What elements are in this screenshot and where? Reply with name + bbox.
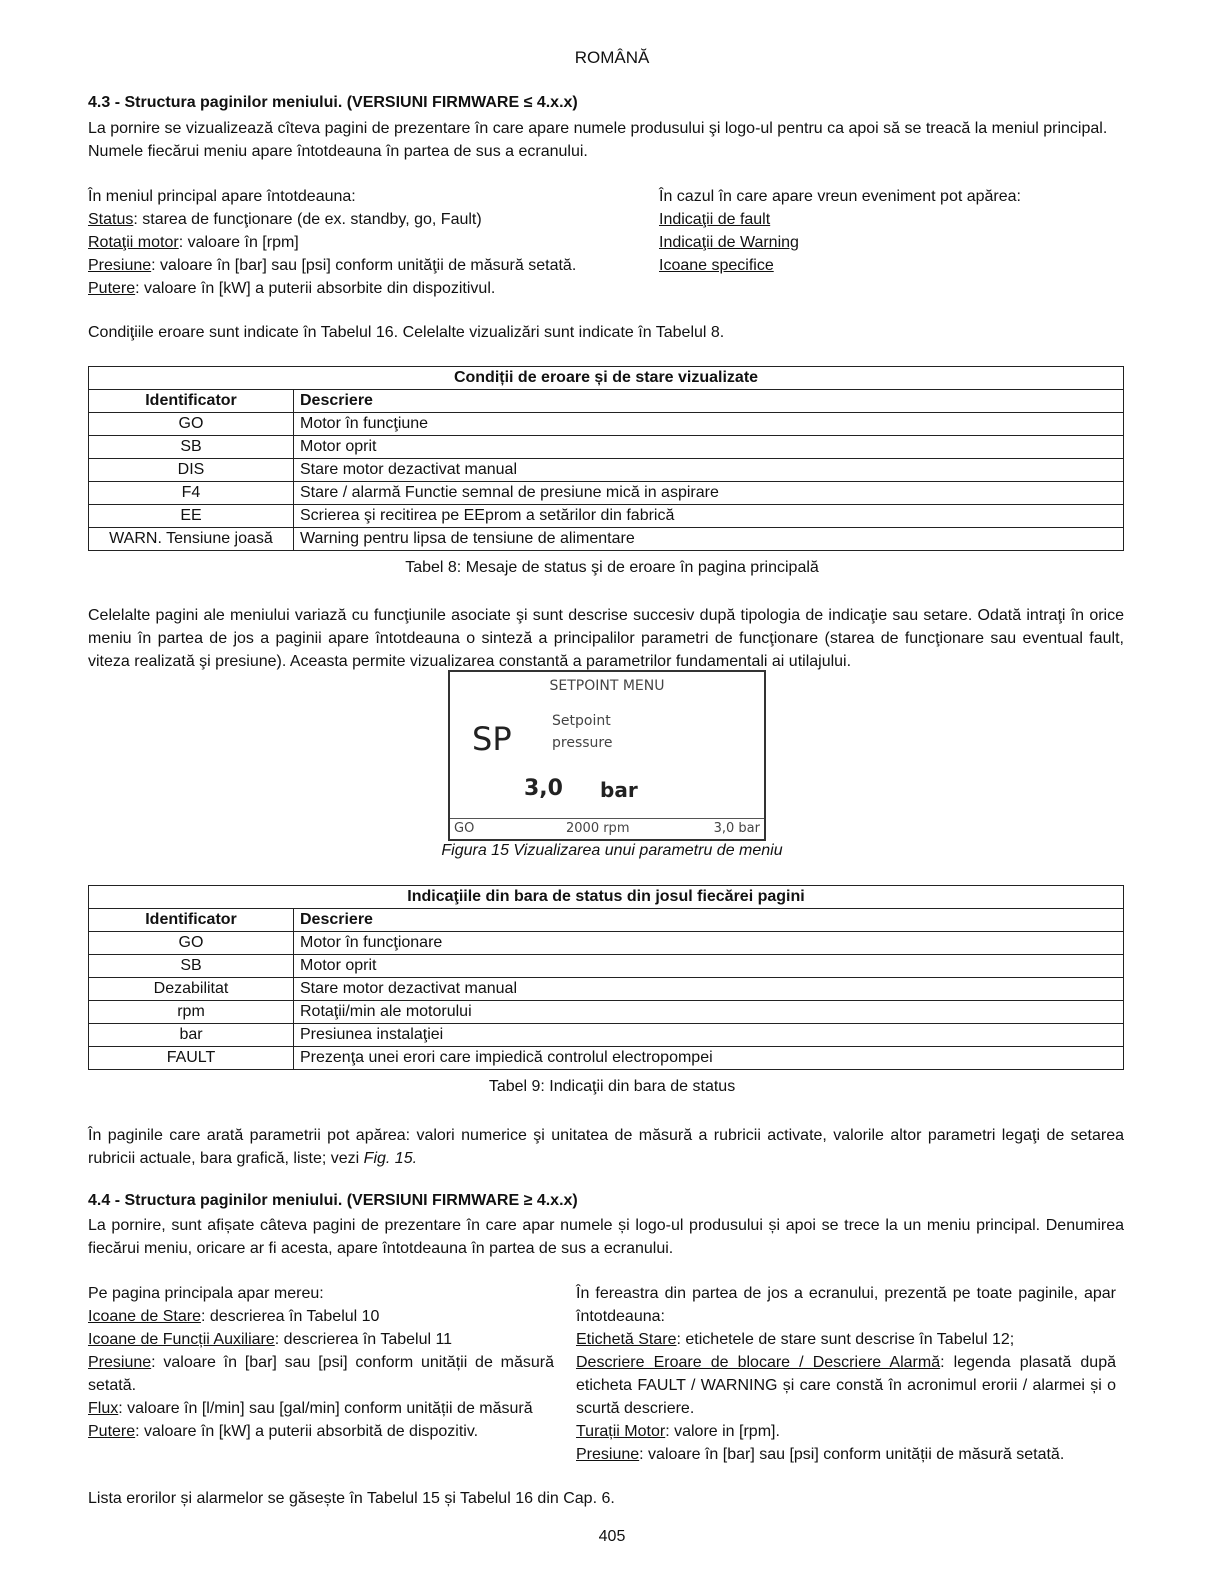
term: Flux [88, 1400, 119, 1417]
table-9 [88, 885, 1124, 1070]
cell-id: SB [89, 955, 294, 978]
section-4-4-heading: 4.4 - Structura paginilor meniului. (VERSIUNI FIRMWARE ≥ 4.x.x) [88, 1192, 578, 1209]
cell-desc: Motor în funcţiune [294, 413, 1124, 436]
list-item [88, 254, 648, 277]
cell-id: F4 [89, 482, 294, 505]
table-9-caption: Tabel 9: Indicaţii din bara de status [488, 1078, 736, 1095]
display-status-bar [450, 818, 764, 839]
cell-id: WARN. Tensiune joasă [89, 528, 294, 551]
term-text: : valoare în [rpm] [178, 234, 299, 251]
cell-desc: Motor oprit [294, 436, 1124, 459]
display-label-line1: Setpoint [552, 713, 611, 729]
term-text: : starea de funcţionare (de ex. standby, go, Fault) [133, 211, 482, 228]
status-state: GO [454, 821, 475, 836]
figure-reference: Fig. 15. [363, 1150, 418, 1167]
event-list-title: În cazul în care apare vreun eveniment pot apărea: [659, 188, 1021, 205]
column-header-id: Identificator [89, 390, 294, 413]
cell-id: Dezabilitat [89, 978, 294, 1001]
status-window-list [576, 1282, 1116, 1466]
term: Presiune [576, 1446, 640, 1463]
main-menu-list [88, 185, 648, 300]
figure-15-caption: Figura 15 Vizualizarea unui parametru de meniu [441, 842, 783, 859]
table-row [89, 482, 1124, 505]
term: Rotaţii motor [88, 234, 179, 251]
cell-id: EE [89, 505, 294, 528]
table-row [89, 1001, 1124, 1024]
term-text: : valoare în [kW] a puterii absorbite din dispozitivul. [135, 280, 496, 297]
display-value: 3,0 [524, 776, 563, 801]
event-list [659, 185, 1119, 277]
table-row [89, 413, 1124, 436]
display-label-line2: pressure [552, 735, 613, 751]
section-4-3-intro: La pornire se vizualizează cîteva pagini de prezentare în care apare numele produsului şi logo-ul pentru ca apoi să se treacă la meniul principal. Numele fiecărui meniu apare întotdeauna în partea de sus a ecranului. [88, 120, 1108, 160]
term-text: : descrierea în Tabelul 10 [200, 1308, 380, 1325]
display-title: SETPOINT MENU [549, 678, 665, 694]
cell-id: FAULT [89, 1047, 294, 1070]
table-row [89, 1047, 1124, 1070]
status-window-title: În fereastra din partea de jos a ecranului, prezentă pe toate paginile, apar întotdeauna: [576, 1285, 1116, 1325]
term-text: : valoare în [bar] sau [psi] conform unității de măsură setată. [88, 1354, 554, 1394]
cell-id: GO [89, 932, 294, 955]
column-header-id: Identificator [89, 909, 294, 932]
cell-desc: Warning pentru lipsa de tensiune de alimentare [294, 528, 1124, 551]
list-item [576, 1351, 1116, 1420]
cell-desc: Prezenţa unei erori care impiedică controlul electropompei [294, 1047, 1124, 1070]
cell-desc: Motor oprit [294, 955, 1124, 978]
cell-desc: Presiunea instalaţiei [294, 1024, 1124, 1047]
table-row [89, 978, 1124, 1001]
list-item [88, 1351, 554, 1397]
list-item [88, 231, 648, 254]
table-row [89, 932, 1124, 955]
list-item: Icoane specifice [659, 257, 774, 274]
main-page-title: Pe pagina principala apar mereu: [88, 1285, 324, 1302]
params-text: În paginile care arată parametrii pot apărea: valori numerice şi unitatea de măsură a rubricii activate, valorile altor parametri legaţi de setarea rubricii actuale, bara grafică, liste; vezi [88, 1127, 1124, 1167]
list-item [88, 1328, 554, 1351]
term: Descriere Eroare de blocare / Descriere Alarmă [576, 1354, 941, 1371]
table-row [89, 436, 1124, 459]
term-text: : valoare în [bar] sau [psi] conform unității de măsură setată. [639, 1446, 1065, 1463]
display-unit: bar [600, 778, 638, 802]
cell-desc: Scrierea şi recitirea pe EEprom a setărilor din fabrică [294, 505, 1124, 528]
list-item [88, 1305, 554, 1328]
list-item: Indicaţii de Warning [659, 234, 799, 251]
display-label [552, 710, 612, 754]
cell-id: bar [89, 1024, 294, 1047]
term-text: : etichetele de stare sunt descrise în Tabelul 12; [676, 1331, 1015, 1348]
section-4-4-intro: La pornire, sunt afișate câteva pagini de prezentare în care apar numele și logo-ul produsului și apoi se trece la un meniu principal. Denumirea fiecărui meniu, oricare ar fi acesta, apare întotdeauna în partea de sus a ecranului. [88, 1217, 1124, 1257]
term-text: : valoare în [l/min] sau [gal/min] conform unității de măsură [118, 1400, 533, 1417]
table-row [89, 1024, 1124, 1047]
conditions-note: Condiţiile eroare sunt indicate în Tabelul 16. Celelalte vizualizări sunt indicate în Tabelul 8. [88, 324, 725, 341]
main-menu-title: În meniul principal apare întotdeauna: [88, 188, 356, 205]
term: Putere [88, 1423, 136, 1440]
term-text: : valore in [rpm]. [665, 1423, 780, 1440]
term: Icoane de Stare [88, 1308, 201, 1325]
cell-desc: Stare motor dezactivat manual [294, 978, 1124, 1001]
term-text: : valoare în [kW] a puterii absorbită de dispozitiv. [135, 1423, 479, 1440]
table-title: Condiții de eroare și de stare vizualizate [89, 367, 1124, 390]
list-item [88, 1420, 554, 1443]
term: Etichetă Stare [576, 1331, 677, 1348]
list-item [88, 1397, 554, 1420]
errors-note: Lista erorilor și alarmelor se găsește în Tabelul 15 și Tabelul 16 din Cap. 6. [88, 1490, 615, 1507]
status-rpm: 2000 rpm [566, 821, 630, 836]
list-item [576, 1328, 1116, 1351]
cell-id: rpm [89, 1001, 294, 1024]
term: Status [88, 211, 134, 228]
term-text: : valoare în [bar] sau [psi] conform unităţii de măsură setată. [151, 257, 577, 274]
table-row [89, 505, 1124, 528]
main-page-list [88, 1282, 554, 1443]
setpoint-display [448, 670, 766, 841]
list-item [576, 1420, 1116, 1443]
section-4-3-heading: 4.3 - Structura paginilor meniului. (VERSIUNI FIRMWARE ≤ 4.x.x) [88, 94, 578, 111]
status-pressure: 3,0 bar [713, 821, 760, 836]
list-item [88, 277, 648, 300]
page-number: 405 [598, 1528, 626, 1545]
language-header: ROMÂNĂ [574, 48, 650, 67]
table-title: Indicaţiile din bara de status din josul fiecărei pagini [89, 886, 1124, 909]
term: Presiune [88, 1354, 152, 1371]
table-row [89, 459, 1124, 482]
list-item: Indicaţii de fault [659, 211, 771, 228]
table-row [89, 955, 1124, 978]
term: Turații Motor [576, 1423, 666, 1440]
cell-id: SB [89, 436, 294, 459]
list-item [88, 208, 648, 231]
params-paragraph [88, 1124, 1124, 1170]
table-8 [88, 366, 1124, 551]
term-text: : descrierea în Tabelul 11 [274, 1331, 453, 1348]
term: Icoane de Funcții Auxiliare [88, 1331, 275, 1348]
cell-id: DIS [89, 459, 294, 482]
term-text: : legenda plasată după eticheta FAULT / WARNING și care constă în acronimul erorii / alarmei și o scurtă descriere. [576, 1354, 1116, 1417]
term: Presiune [88, 257, 152, 274]
cell-desc: Rotaţii/min ale motorului [294, 1001, 1124, 1024]
cell-id: GO [89, 413, 294, 436]
cell-desc: Stare / alarmă Functie semnal de presiune mică in aspirare [294, 482, 1124, 505]
table-row [89, 528, 1124, 551]
term: Putere [88, 280, 136, 297]
cell-desc: Stare motor dezactivat manual [294, 459, 1124, 482]
column-header-desc: Descriere [294, 909, 1124, 932]
menu-paragraph: Celelalte pagini ale meniului variază cu funcţiunile asociate şi sunt descrise succesiv după tipologia de indicaţie sau setare. Odată intraţi în orice meniu în partea de jos a paginii apare întotdeauna o sinteză a principalilor parametri de funcţionare (starea de funcţionare sau eventual fault, viteza realizată şi presiune). Aceasta permite vizualizarea constantă a parametrilor fundamentali ai utilajului. [88, 607, 1124, 670]
display-code: SP [472, 720, 512, 758]
table-8-caption: Tabel 8: Mesaje de status şi de eroare în pagina principală [405, 559, 819, 576]
column-header-desc: Descriere [294, 390, 1124, 413]
list-item [576, 1443, 1116, 1466]
cell-desc: Motor în funcţionare [294, 932, 1124, 955]
